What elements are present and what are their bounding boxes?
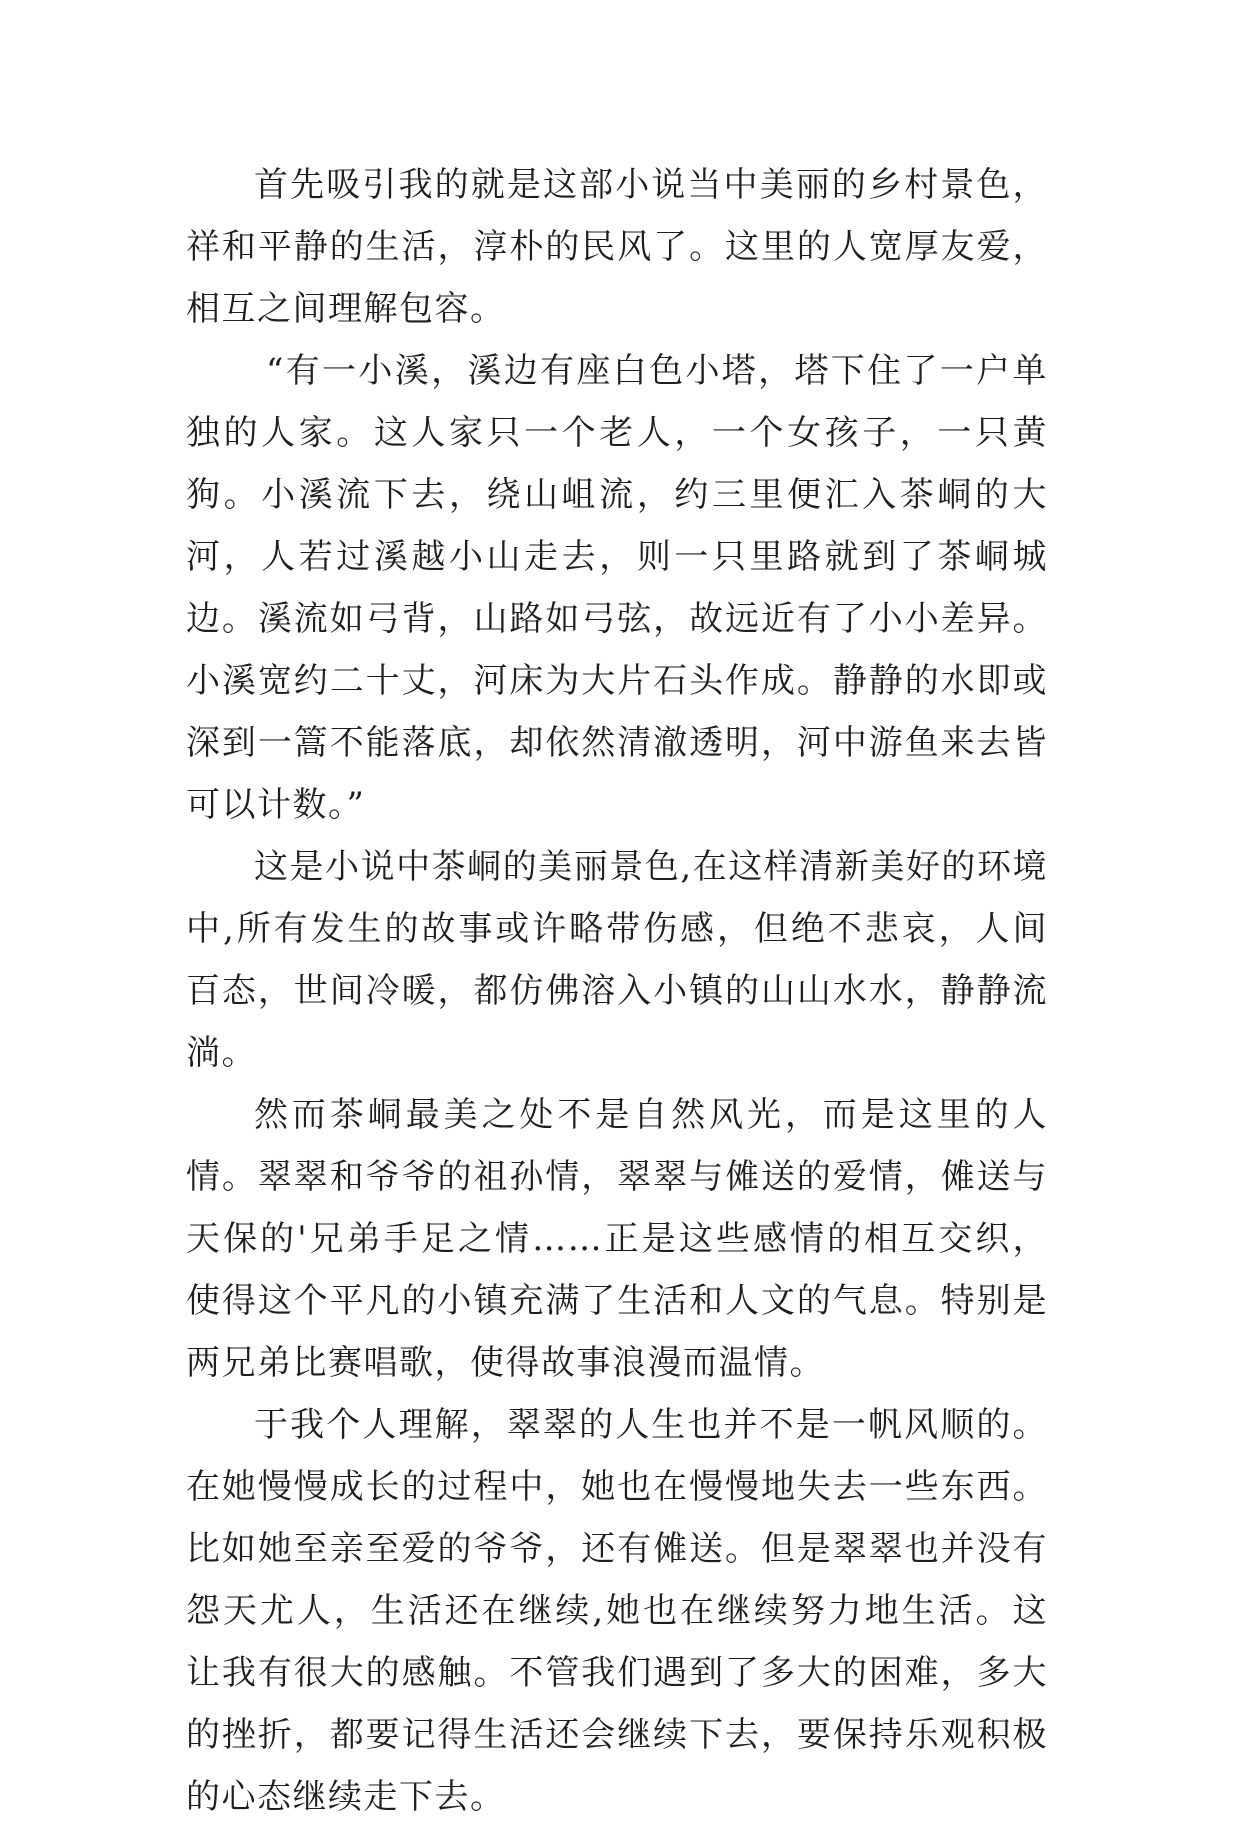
paragraph-human-relations: 然而茶峒最美之处不是自然风光，而是这里的人情。翠翠和爷爷的祖孙情，翠翠与傩送的爱情，傩送与天保的'兄弟手足之情……正是这些感情的相互交织，使得这个平凡的小镇充满了生活和人文的气息。特别是两兄弟比赛唱歌，使得故事浪漫而温情。 — [186, 1095, 1048, 1383]
paragraph-quotation: “有一小溪，溪边有座白色小塔，塔下住了一户单独的人家。这人家只一个老人，一个女孩子，一只黄狗。小溪流下去，绕山岨流，约三里便汇入茶峒的大河，人若过溪越小山走去，则一只里路就到了茶峒城边。溪流如弓背，山路如弓弦，故远近有了小小差异。小溪宽约二十丈，河床为大片石头作成。静静的水即或深到一篙不能落底，却依然清澈透明，河中游鱼来去皆可以计数。” — [186, 351, 1048, 825]
document-body — [186, 154, 1048, 1828]
paragraph-scenery-comment: 这是小说中茶峒的美丽景色,在这样清新美好的环境中,所有发生的故事或许略带伤感，但绝不悲哀，人间百态，世间冷暖，都仿佛溶入小镇的山山水水，静静流淌。 — [186, 847, 1048, 1073]
paragraph-personal-reflection: 于我个人理解，翠翠的人生也并不是一帆风顺的。在她慢慢成长的过程中，她也在慢慢地失去一些东西。比如她至亲至爱的爷爷，还有傩送。但是翠翠也并没有怨天尤人，生活还在继续,她也在继续努力地生活。这让我有很大的感触。不管我们遇到了多大的困难，多大的挫折，都要记得生活还会继续下去，要保持乐观积极的心态继续走下去。 — [186, 1405, 1048, 1817]
paragraph-scenery-intro: 首先吸引我的就是这部小说当中美丽的乡村景色，祥和平静的生活，淳朴的民风了。这里的人宽厚友爱，相互之间理解包容。 — [186, 165, 1048, 329]
